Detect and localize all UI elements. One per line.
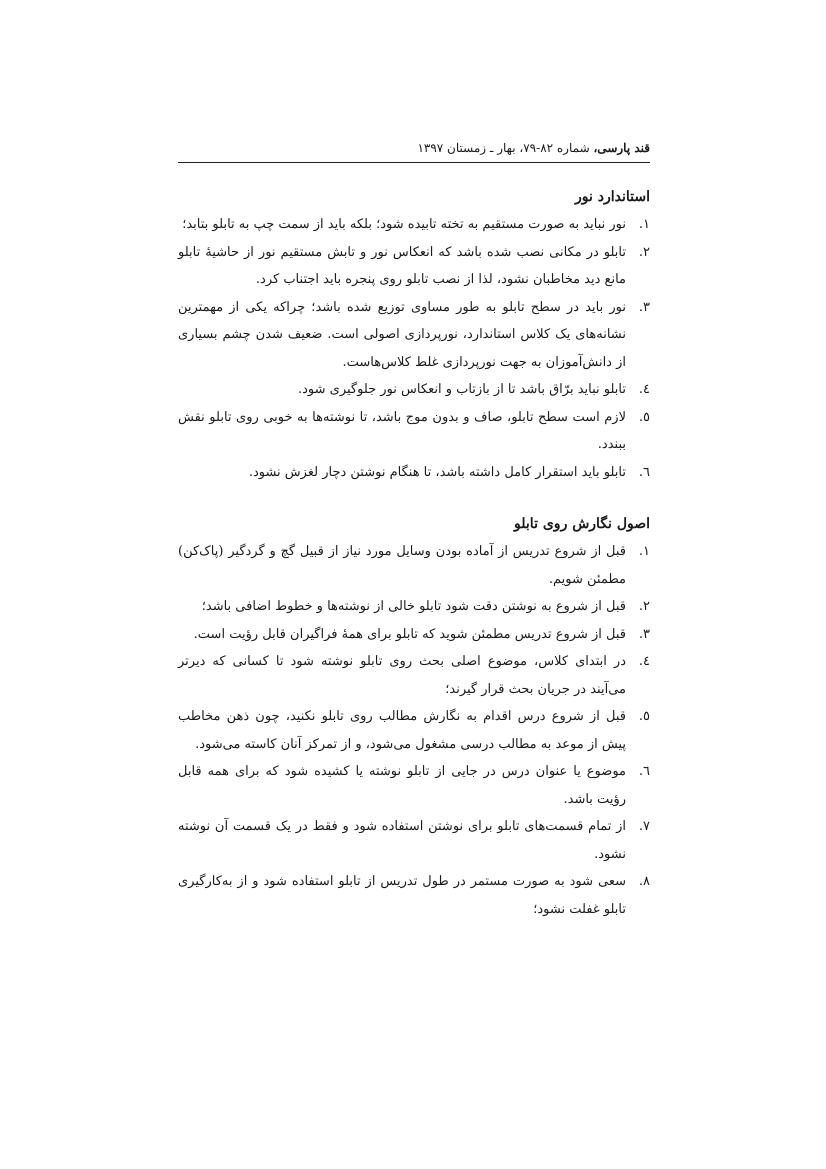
item-number: ۷. [638,819,650,834]
item-text: قبل از شروع به نوشتن دقت شود تابلو خالی از نوشته‌ها و خطوط اضافی باشد؛ [201,599,626,614]
item-text: قبل از شروع درس اقدام به نگارش مطالب روی تابلو نکنید، چون ذهن مخاطب پیش از موعد به مطالب درسی مشغول می‌شود، و از تمرکز آنان کاسته می‌شود. [178,709,626,752]
list-item [178,538,650,593]
item-text: سعی شود به صورت مستمر در طول تدریس از تابلو استفاده شود و از به‌کارگیری تابلو غفلت نشود؛ [178,874,626,917]
item-number: ٦. [638,464,650,480]
list-item [178,593,650,621]
journal-name: قند پارسی، [593,141,650,155]
item-number: ۲. [638,599,650,614]
issue-info: شماره ۸۲-۷۹، بهار ـ زمستان ۱۳۹۷ [417,141,594,155]
item-text: تابلو نباید برّاق باشد تا از بازتاب و انعکاس نور جلوگیری شود. [298,382,626,397]
list-item [178,294,650,377]
numbered-list [178,211,650,486]
item-text: نور باید در سطح تابلو به طور مساوی توزیع شده باشد؛ چراکه یکی از مهمترین نشانه‌های یک کلاس استاندارد، نورپردازی اصولی است. ضعیف شدن چشم بسیاری از دانش‌آموزان به جهت نورپردازی غلط کلاس‌هاست. [178,299,626,370]
item-text: قبل از شروع تدریس از آماده بودن وسایل مورد نیاز از قبیل گچ و گردگیر (پاک‌کن) مطمئن شویم. [178,544,626,587]
list-item [178,211,650,239]
item-number: ۳. [638,626,650,642]
item-text: تابلو در مکانی نصب شده باشد که انعکاس نور و تابش مستقیم نور از حاشیهٔ تابلو مانع دید مخاطبان نشود، لذا از نصب تابلو روی پنجره باید اجتناب کرد. [178,244,626,287]
section-lighting-standard [178,185,650,486]
item-number: ۳. [638,299,650,315]
list-item [178,376,650,404]
item-number: ٤. [638,654,650,669]
item-number: ۱. [638,544,650,559]
numbered-list [178,538,650,923]
item-number: ٥. [638,409,650,425]
list-item [178,404,650,459]
item-text: تابلو باید استقرار کامل داشته باشد، تا هنگام نوشتن دچار لغزش نشود. [248,464,626,480]
section-board-writing-principles [178,512,650,923]
item-number: ۲. [638,244,650,260]
list-item [178,621,650,649]
item-number: ۸. [638,874,650,889]
item-text: نور نباید به صورت مستقیم به تخته تابیده شود؛ بلکه باید از سمت چپ به تابلو بتابد؛ [182,217,626,232]
list-item [178,813,650,868]
item-number: ٦. [638,764,650,779]
section-title: اصول نگارش روی تابلو [514,516,650,532]
item-text: قبل از شروع تدریس مطمئن شوید که تابلو برای همهٔ فراگیران قابل رؤیت است. [193,626,626,642]
item-text: از تمام قسمت‌های تابلو برای نوشتن استفاده شود و فقط در یک قسمت آن نوشته نشود. [178,819,626,862]
item-number: ۱. [638,217,650,232]
list-item [178,703,650,758]
item-text: لازم است سطح تابلو، صاف و بدون موج باشد، تا نوشته‌ها به خوبی روی تابلو نقش ببندد. [178,409,626,452]
running-header [178,138,650,163]
list-item [178,239,650,294]
document-page [178,138,650,923]
item-text: موضوع یا عنوان درس در جایی از تابلو نوشته یا کشیده شود که برای همه قابل رؤیت باشد. [178,764,626,807]
item-number: ٥. [638,709,650,724]
list-item [178,459,650,487]
item-number: ٤. [638,382,650,397]
item-text: در ابتدای کلاس، موضوع اصلی بحث روی تابلو نوشته شود تا کسانی که دیرتر می‌آیند در جریان بحث قرار گیرند؛ [178,654,626,697]
list-item [178,648,650,703]
list-item [178,758,650,813]
list-item [178,868,650,923]
section-title: استاندارد نور [574,189,650,205]
